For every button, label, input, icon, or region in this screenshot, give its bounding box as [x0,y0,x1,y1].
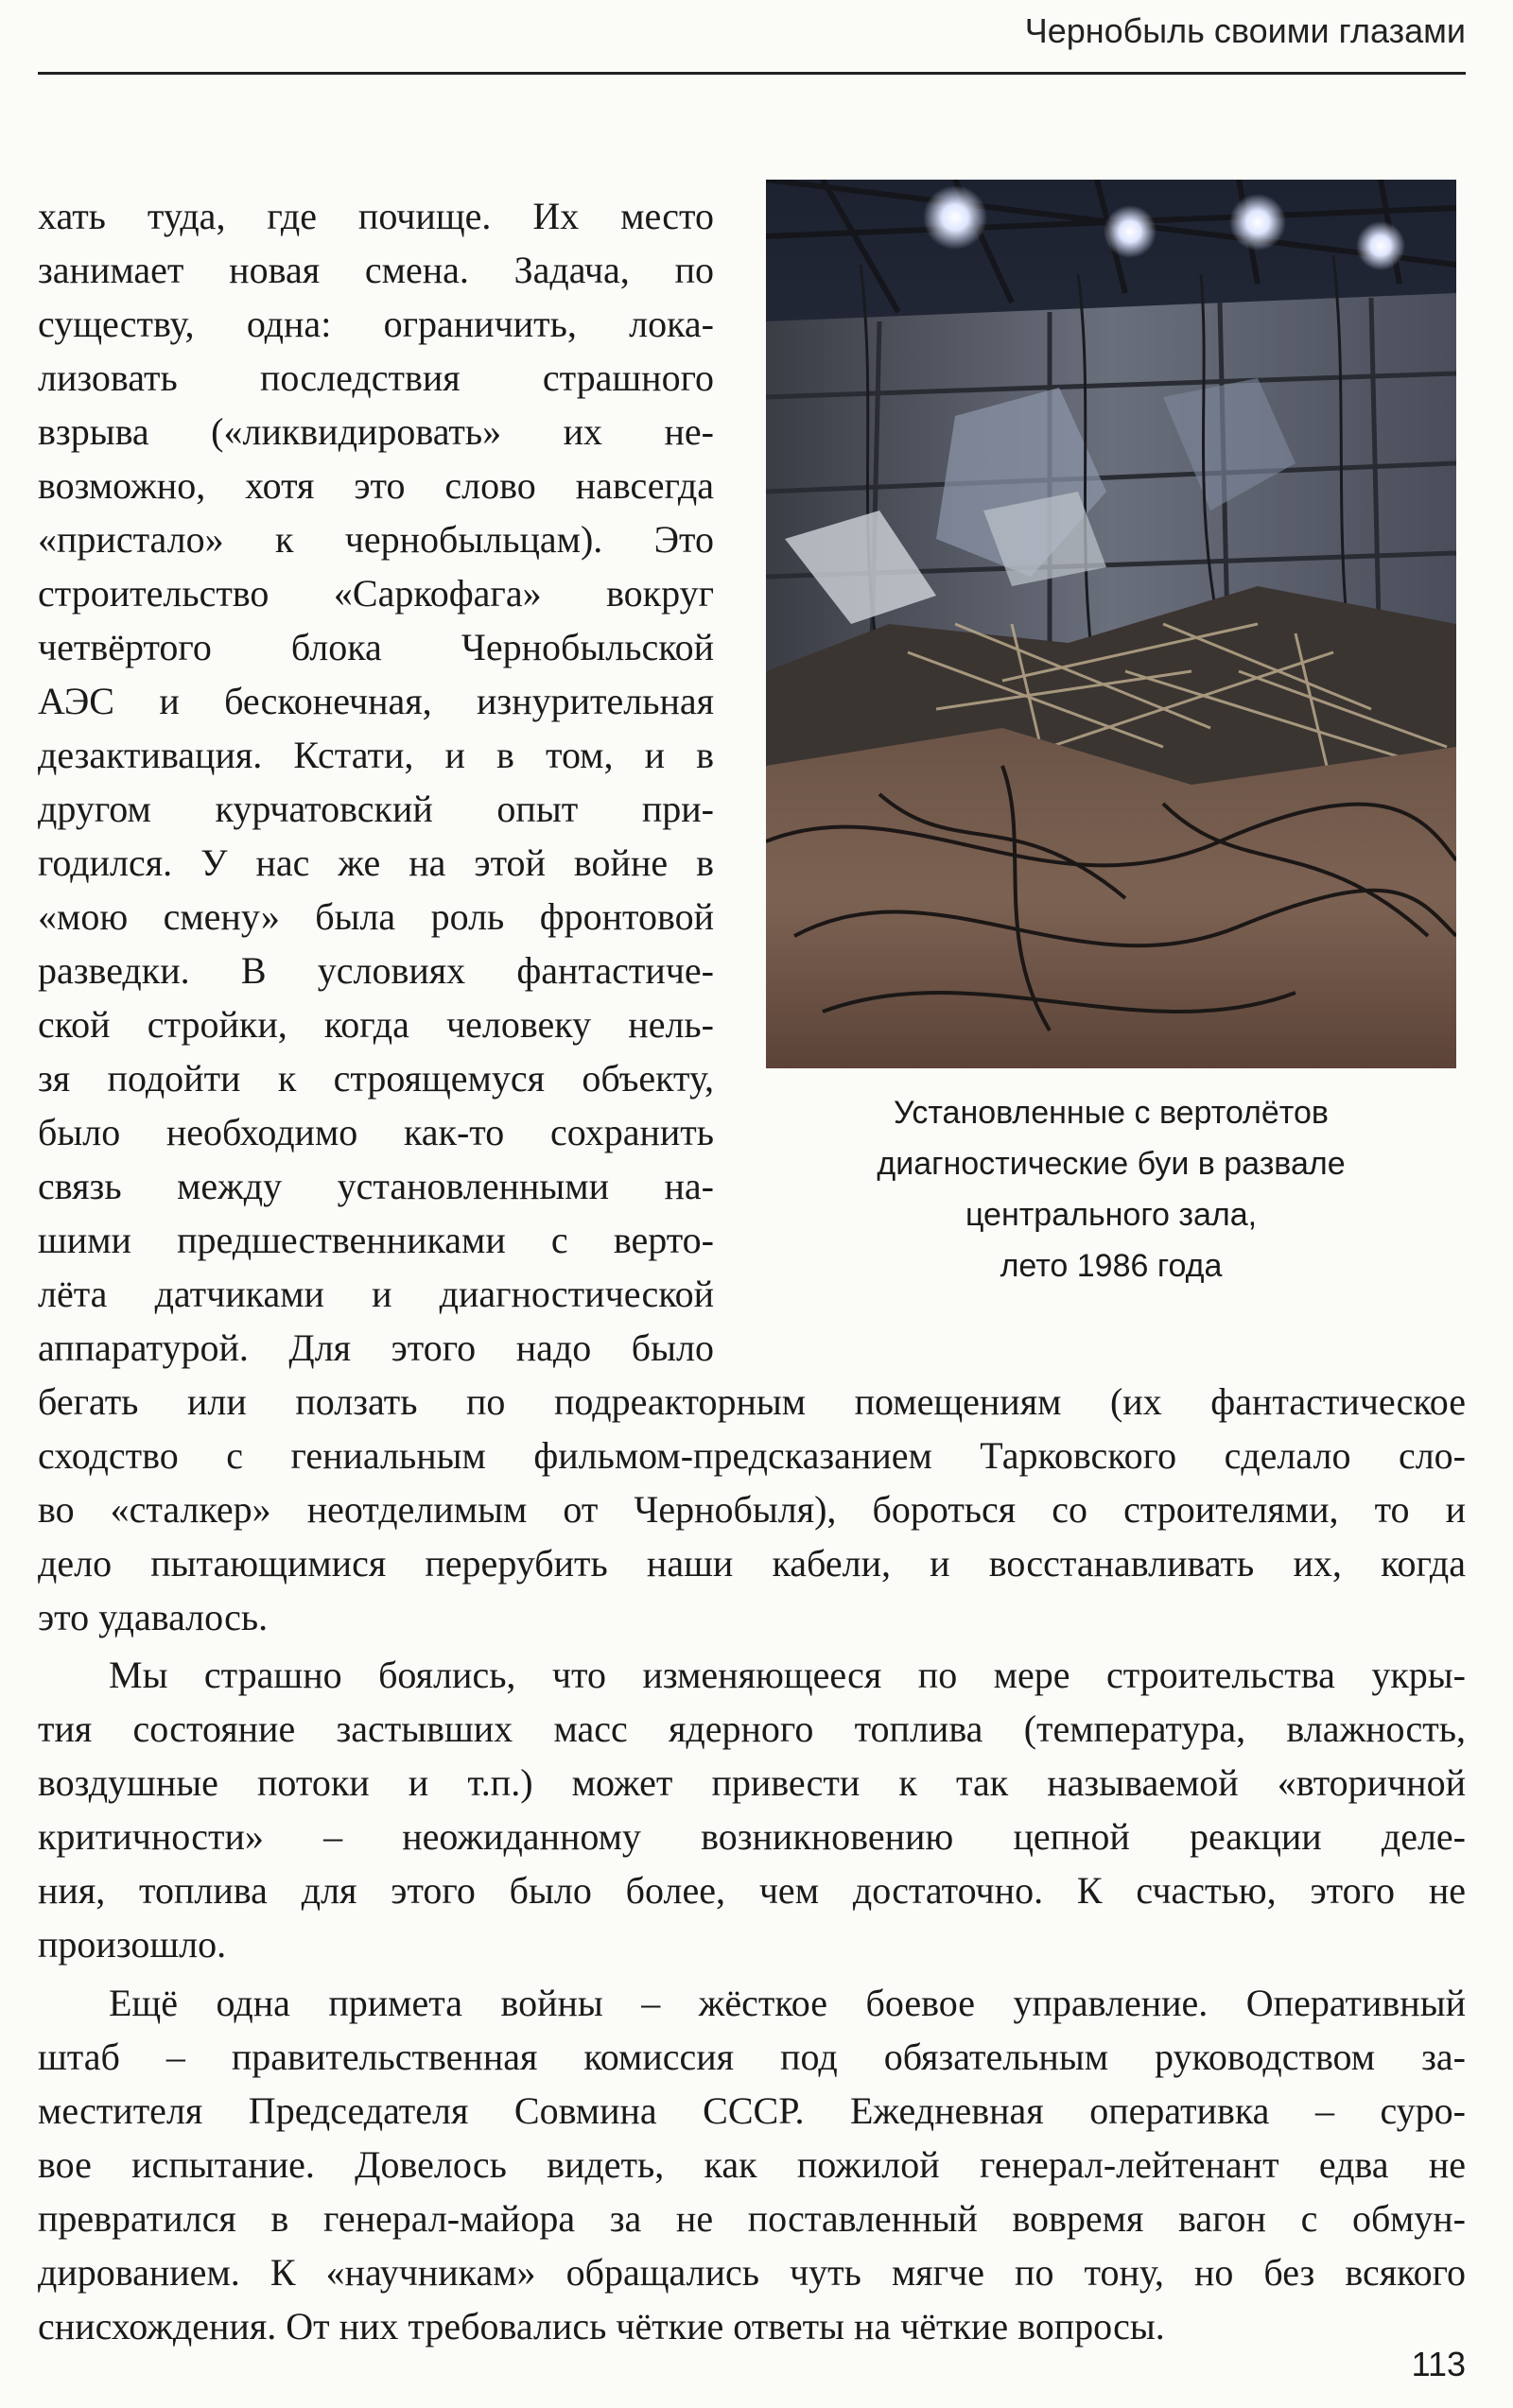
running-title: Чернобыль своими глазами [1024,11,1466,50]
text-line: Ещё одна примета войны – жёсткое боевое управление. Оперативный [109,1982,1466,2024]
paragraph-2 [38,1648,1466,1971]
text-line: зя подойти к строящемуся объекту, [38,1057,714,1100]
text-line: местителя Председателя Совмина СССР. Ежедневная оперативка – суро- [38,2089,1466,2132]
caption-line: Установленные с вертолётов [894,1095,1329,1131]
text-line: превратился в генерал-майора за не поставленный вовремя вагон с обмун- [38,2197,1466,2240]
text-line: связь между установленными на- [38,1165,714,1207]
text-line: воздушные потоки и т.п.) может привести к так называемой «вторичной [38,1761,1466,1804]
text-line: Мы страшно боялись, что изменяющееся по мере строительства укры- [109,1654,1466,1696]
full-width-text [38,1375,1466,1644]
text-line: во «сталкер» неотделимым от Чернобыля), бороться со строителями, то и [38,1488,1466,1531]
text-line: другом курчатовский опыт при- [38,788,714,830]
text-line: АЭС и бесконечная, изнурительная [38,680,714,722]
text-line: занимает новая смена. Задача, по [38,249,714,291]
photo-image [766,180,1456,1068]
text-line: аппаратурой. Для этого надо было [38,1326,714,1369]
text-line: снисхождения. От них требовались чёткие ответы на чёткие вопросы. [38,2305,1165,2347]
text-line: строительство «Саркофага» вокруг [38,572,714,615]
text-line: дированием. К «научникам» обращались чуть мягче по тону, но без всякого [38,2251,1466,2294]
text-line: штаб – правительственная комиссия под обязательным руководством за- [38,2036,1466,2078]
text-line: шими предшественниками с верто- [38,1219,714,1261]
caption-line: центрального зала, [965,1197,1258,1233]
text-line: ской стройки, когда человеку нель- [38,1003,714,1046]
text-line: существу, одна: ограничить, лока- [38,303,714,345]
text-line: ния, топлива для этого было более, чем достаточно. К счастью, этого не [38,1869,1466,1912]
text-line: было необходимо как-то сохранить [38,1111,714,1153]
text-line: дезактивация. Кстати, и в том, и в [38,734,714,776]
text-line: произошло. [38,1923,227,1966]
text-line: тия состояние застывших масс ядерного топлива (температура, влажность, [38,1707,1466,1750]
caption-line: лето 1986 года [1000,1248,1223,1284]
page-header [38,0,1466,75]
text-line: лёта датчиками и диагностической [38,1273,714,1315]
text-line: «пристало» к чернобыльцам). Это [38,518,714,561]
text-line: бегать или ползать по подреакторным помещениям (их фантастическое [38,1380,1466,1423]
text-line: сходство с гениальным фильмом-предсказанием Тарковского сделало сло- [38,1434,1466,1477]
text-line: «мою смену» была роль фронтовой [38,895,714,938]
text-line: хать туда, где почище. Их место [38,195,714,237]
text-line: годился. У нас же на этой войне в [38,841,714,884]
page-number: 113 [1411,2345,1466,2383]
text-line: возможно, хотя это слово навсегда [38,464,714,507]
text-line: критичности» – неожиданному возникновению цепной реакции деле- [38,1815,1466,1858]
reactor-hall-photo [766,180,1456,1068]
caption-line: диагностические буи в развале [877,1146,1346,1182]
text-line: вое испытание. Довелось видеть, как пожилой генерал-лейтенант едва не [38,2143,1466,2186]
paragraph-3 [38,1976,1466,2353]
text-line: это удавалось. [38,1596,269,1638]
photo-caption [756,1087,1466,1291]
text-line: разведки. В условиях фантастиче- [38,949,714,992]
text-line: взрыва («ликвидировать» их не- [38,410,714,453]
column-text [38,189,714,1375]
text-line: четвёртого блока Чернобыльской [38,626,714,668]
text-line: лизовать последствия страшного [38,356,714,399]
text-line: дело пытающимися перерубить наши кабели, и восстанавливать их, когда [38,1542,1466,1585]
